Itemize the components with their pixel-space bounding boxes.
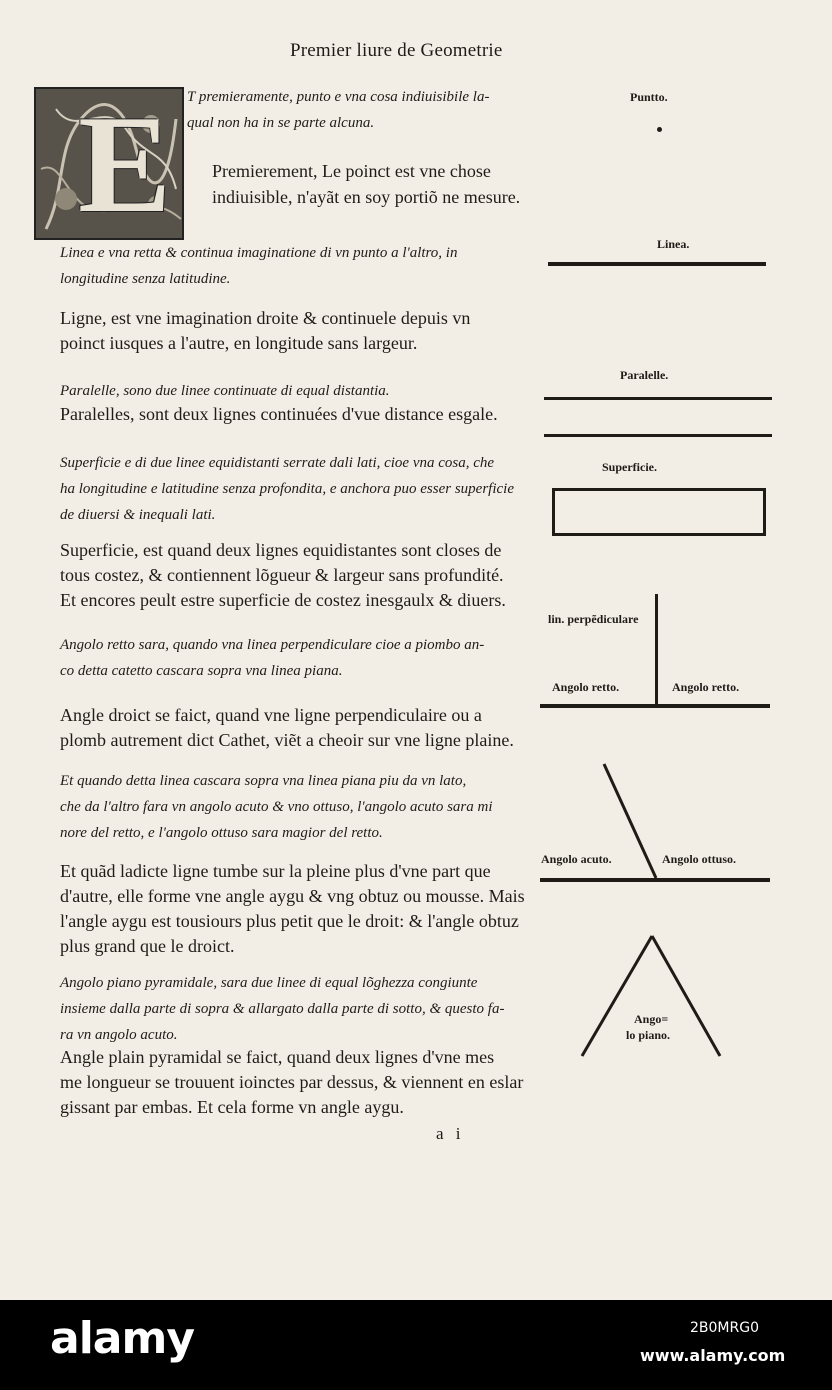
parallel-line-bottom — [544, 434, 772, 437]
paragraph-punto-french: Premierement, Le poinct est vne chose indiuisible, n'ayãt en soy portiõ ne mesure. — [212, 161, 521, 207]
figure-label-angolo-piano-1: Ango= — [634, 1012, 669, 1026]
brand-logo: alamy — [50, 1313, 194, 1364]
paragraph-paralelle-italian: Paralelle, sono due linee continuate di equal distantia. — [60, 383, 390, 399]
parallel-line-top — [544, 397, 772, 400]
paragraph-superficie-italian: Superficie e di due linee equidistanti serrate dali lati, cioe vna cosa, che ha longitudine e latitudine senza profondita, e anchora puo esser superficie de diuersi & inequali lati. — [60, 455, 514, 523]
figure-label-angolo-ottuso: Angolo ottuso. — [662, 852, 737, 866]
figure-label-angolo-acuto: Angolo acuto. — [541, 852, 612, 866]
line-figure — [548, 262, 766, 266]
acute-obtuse-figure — [540, 760, 772, 890]
running-title: Premier liure de Geometrie — [290, 40, 503, 61]
figure-label-angolo-piano-2: lo piano. — [626, 1028, 671, 1042]
paragraph-acuto-ottuso-french: Et quãd ladicte ligne tumbe sur la pleine plus d'vne part que d'autre, elle forme vne angle aygu & vng obtuz ou mousse. Mais l'angle aygu est tousiours plus petit que le droit: & l'angle obtuz plus grand que le droict. — [60, 861, 525, 956]
decorated-initial — [34, 87, 184, 240]
surface-rectangle — [552, 488, 766, 536]
figure-label-paralelle: Paralelle. — [620, 368, 669, 382]
figure-label-perpendiculare: lin. perpẽdiculare — [548, 612, 639, 626]
figure-label-angolo-retto-right: Angolo retto. — [672, 680, 740, 694]
paragraph-paralelle-french: Paralelles, sont deux lignes continuées d'vue distance esgale. — [60, 404, 498, 424]
point-mark — [657, 127, 662, 132]
perpendicular-line — [655, 594, 658, 706]
figure-label-linea: Linea. — [657, 237, 690, 251]
paragraph-pyramidale-french: Angle plain pyramidal se faict, quand deux lignes d'vne mes me longueur se trouuent ioinctes par dessus, & viennent en eslar gissant par embas. Et cela forme vn angle aygu. — [60, 1047, 524, 1117]
paragraph-punto-italian: T premieramente, punto e vna cosa indiuisibile la- qual non ha in se parte alcuna. — [187, 89, 490, 131]
image-id: 2B0MRG0 — [690, 1320, 759, 1336]
figure-label-angolo-retto-left: Angolo retto. — [552, 680, 620, 694]
initial-letter: E — [78, 87, 172, 240]
right-angle-base-line — [540, 704, 770, 708]
paragraph-linea-french: Ligne, est vne imagination droite & continuele depuis vn poinct iusques a l'autre, en longitude sans largeur. — [60, 308, 471, 353]
paragraph-angolo-retto-french: Angle droict se faict, quand vne ligne perpendiculaire ou a plomb autrement dict Cathet, viẽt a cheoir sur vne ligne plaine. — [60, 705, 514, 750]
figure-label-superficie: Superficie. — [602, 460, 657, 474]
figure-label-punto: Puntto. — [630, 90, 668, 104]
site-url: www.alamy.com — [640, 1346, 786, 1365]
paragraph-linea-italian: Linea e vna retta & continua imaginatione di vn punto a l'altro, in longitudine senza latitudine. — [60, 245, 458, 287]
paragraph-angolo-retto-italian: Angolo retto sara, quando vna linea perpendiculare cioe a piombo an- co detta catetto cascara sopra vna linea piana. — [60, 637, 485, 679]
paragraph-pyramidale-italian: Angolo piano pyramidale, sara due linee di equal lõghezza congiunte insieme dalla parte di sopra & allargato dalla parte di sotto, & questo fa- ra vn angolo acuto. — [60, 975, 505, 1043]
paragraph-superficie-french: Superficie, est quand deux lignes equidistantes sont closes de tous costez, & contiennent lõgueur & largeur sans profundité. Et encores peult estre superficie de costez inesgaulx & diuers. — [60, 540, 506, 610]
page-signature: a i — [436, 1124, 465, 1143]
paragraph-acuto-ottuso-italian: Et quando detta linea cascara sopra vna linea piana piu da vn lato, che da l'altro fara vn angolo acuto & vno ottuso, l'angolo acuto sara mi nore del retto, e l'angolo ottuso sara magior del retto. — [60, 773, 493, 841]
